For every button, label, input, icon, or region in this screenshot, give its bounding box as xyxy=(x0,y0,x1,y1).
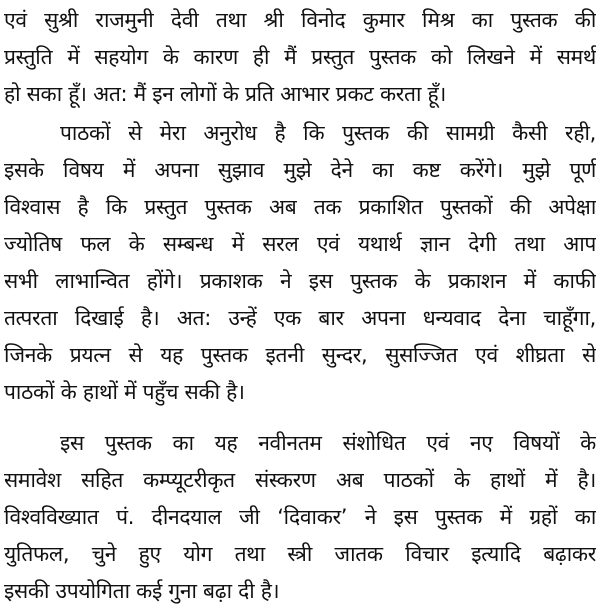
text-line: युतिफल, चुने हुए योग तथा स्त्री जातक विचार इत्यादि बढ़ाकर xyxy=(4,542,596,566)
text-line: विश्वास है कि प्रस्तुत पुस्तक अब तक प्रकाशित पुस्तकों की अपेक्षा xyxy=(4,195,596,219)
paragraph-start-line: पाठकों से मेरा अनुरोध है कि पुस्तक की सामग्री कैसी रही, xyxy=(60,121,596,145)
text-line: पाठकों के हाथों में पहुँच सकी है। xyxy=(4,380,245,404)
document-page xyxy=(4,2,596,612)
text-line: तत्परता दिखाई है। अत: उन्हें एक बार अपना धन्यवाद देना चाहूँगा, xyxy=(4,306,596,330)
text-line: समावेश सहित कम्प्यूटरीकृत संस्करण अब पाठकों के हाथों में है। xyxy=(4,468,596,492)
text-line: हो सका हूँ। अत: मैं इन लोगों के प्रति आभार प्रकट करता हूँ। xyxy=(4,82,447,106)
text-line: जिनके प्रयत्न से यह पुस्तक इतनी सुन्दर, सुसज्जित एवं शीघ्रता से xyxy=(4,343,596,367)
text-line: एवं सुश्री राजमुनी देवी तथा श्री विनोद कुमार मिश्र का पुस्तक की xyxy=(4,8,596,32)
text-line: इसकी उपयोगिता कई गुना बढ़ा दी है। xyxy=(4,579,280,603)
paragraph-start-line: इस पुस्तक का यह नवीनतम संशोधित एवं नए विषयों के xyxy=(60,431,596,455)
text-line: इसके विषय में अपना सुझाव मुझे देने का कष्ट करेंगे। मुझे पूर्ण xyxy=(4,158,596,182)
text-line: विश्वविख्यात पं. दीनदयाल जी ‘दिवाकर’ ने इस पुस्तक में ग्रहों का xyxy=(4,505,596,529)
text-line: ज्योतिष फल के सम्बन्ध में सरल एवं यथार्थ ज्ञान देगी तथा आप xyxy=(4,232,596,256)
text-line: सभी लाभान्वित होंगे। प्रकाशक ने इस पुस्तक के प्रकाशन में काफी xyxy=(4,269,596,293)
text-line: प्रस्तुति में सहयोग के कारण ही मैं प्रस्तुत पुस्तक को लिखने में समर्थ xyxy=(4,45,596,69)
